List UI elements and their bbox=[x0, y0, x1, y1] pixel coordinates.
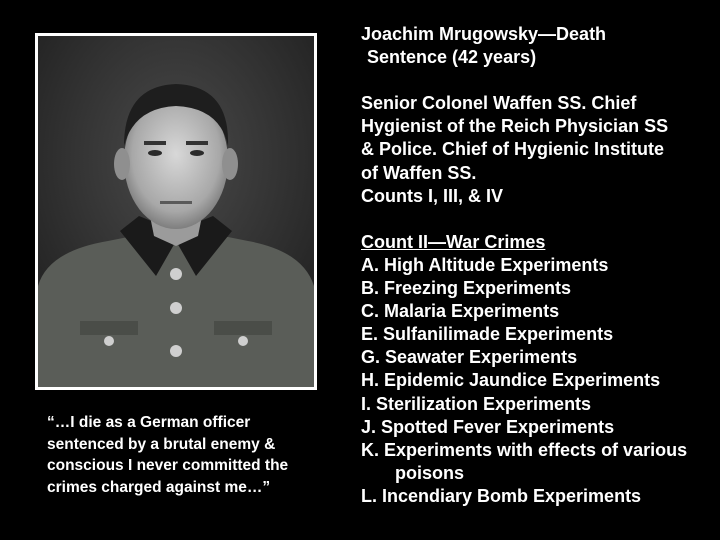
bio-line: & Police. Chief of Hygienic Institute bbox=[361, 139, 665, 160]
title-line-1: Joachim Mrugowsky—Death bbox=[361, 24, 607, 44]
count-item: J. Spotted Fever Experiments bbox=[361, 416, 615, 437]
portrait-photo-frame bbox=[35, 33, 317, 390]
info-text-block bbox=[361, 23, 716, 508]
count-item: G. Seawater Experiments bbox=[361, 347, 578, 368]
count-item: E. Sulfanilimade Experiments bbox=[361, 324, 614, 345]
bio-line: Hygienist of the Reich Physician SS bbox=[361, 116, 669, 137]
count-item: I. Sterilization Experiments bbox=[361, 393, 592, 414]
spacer bbox=[361, 208, 716, 231]
portrait-photo bbox=[38, 36, 314, 387]
count-item: L. Incendiary Bomb Experiments bbox=[361, 485, 642, 506]
count-item-continuation: poisons bbox=[395, 462, 465, 483]
quote-line: “…I die as a German officer bbox=[47, 414, 251, 431]
count-item: B. Freezing Experiments bbox=[361, 278, 572, 299]
count-item: C. Malaria Experiments bbox=[361, 301, 560, 322]
quote-line: sentenced by a brutal enemy & bbox=[47, 435, 276, 453]
quote-line: crimes charged against me…” bbox=[47, 478, 271, 496]
count-item: A. High Altitude Experiments bbox=[361, 254, 609, 275]
spacer bbox=[361, 69, 716, 92]
quote-line: conscious I never committed the bbox=[47, 457, 289, 474]
bio-line: Senior Colonel Waffen SS. Chief bbox=[361, 93, 637, 114]
count-item: H. Epidemic Jaundice Experiments bbox=[361, 370, 661, 391]
quote-block bbox=[47, 412, 317, 498]
bio-line: of Waffen SS. bbox=[361, 162, 477, 183]
title-line-2: Sentence (42 years) bbox=[367, 47, 537, 68]
bio-line: Counts I, III, & IV bbox=[361, 185, 504, 206]
count-item: K. Experiments with effects of various bbox=[361, 439, 688, 460]
count-heading: Count II—War Crimes bbox=[361, 231, 546, 252]
